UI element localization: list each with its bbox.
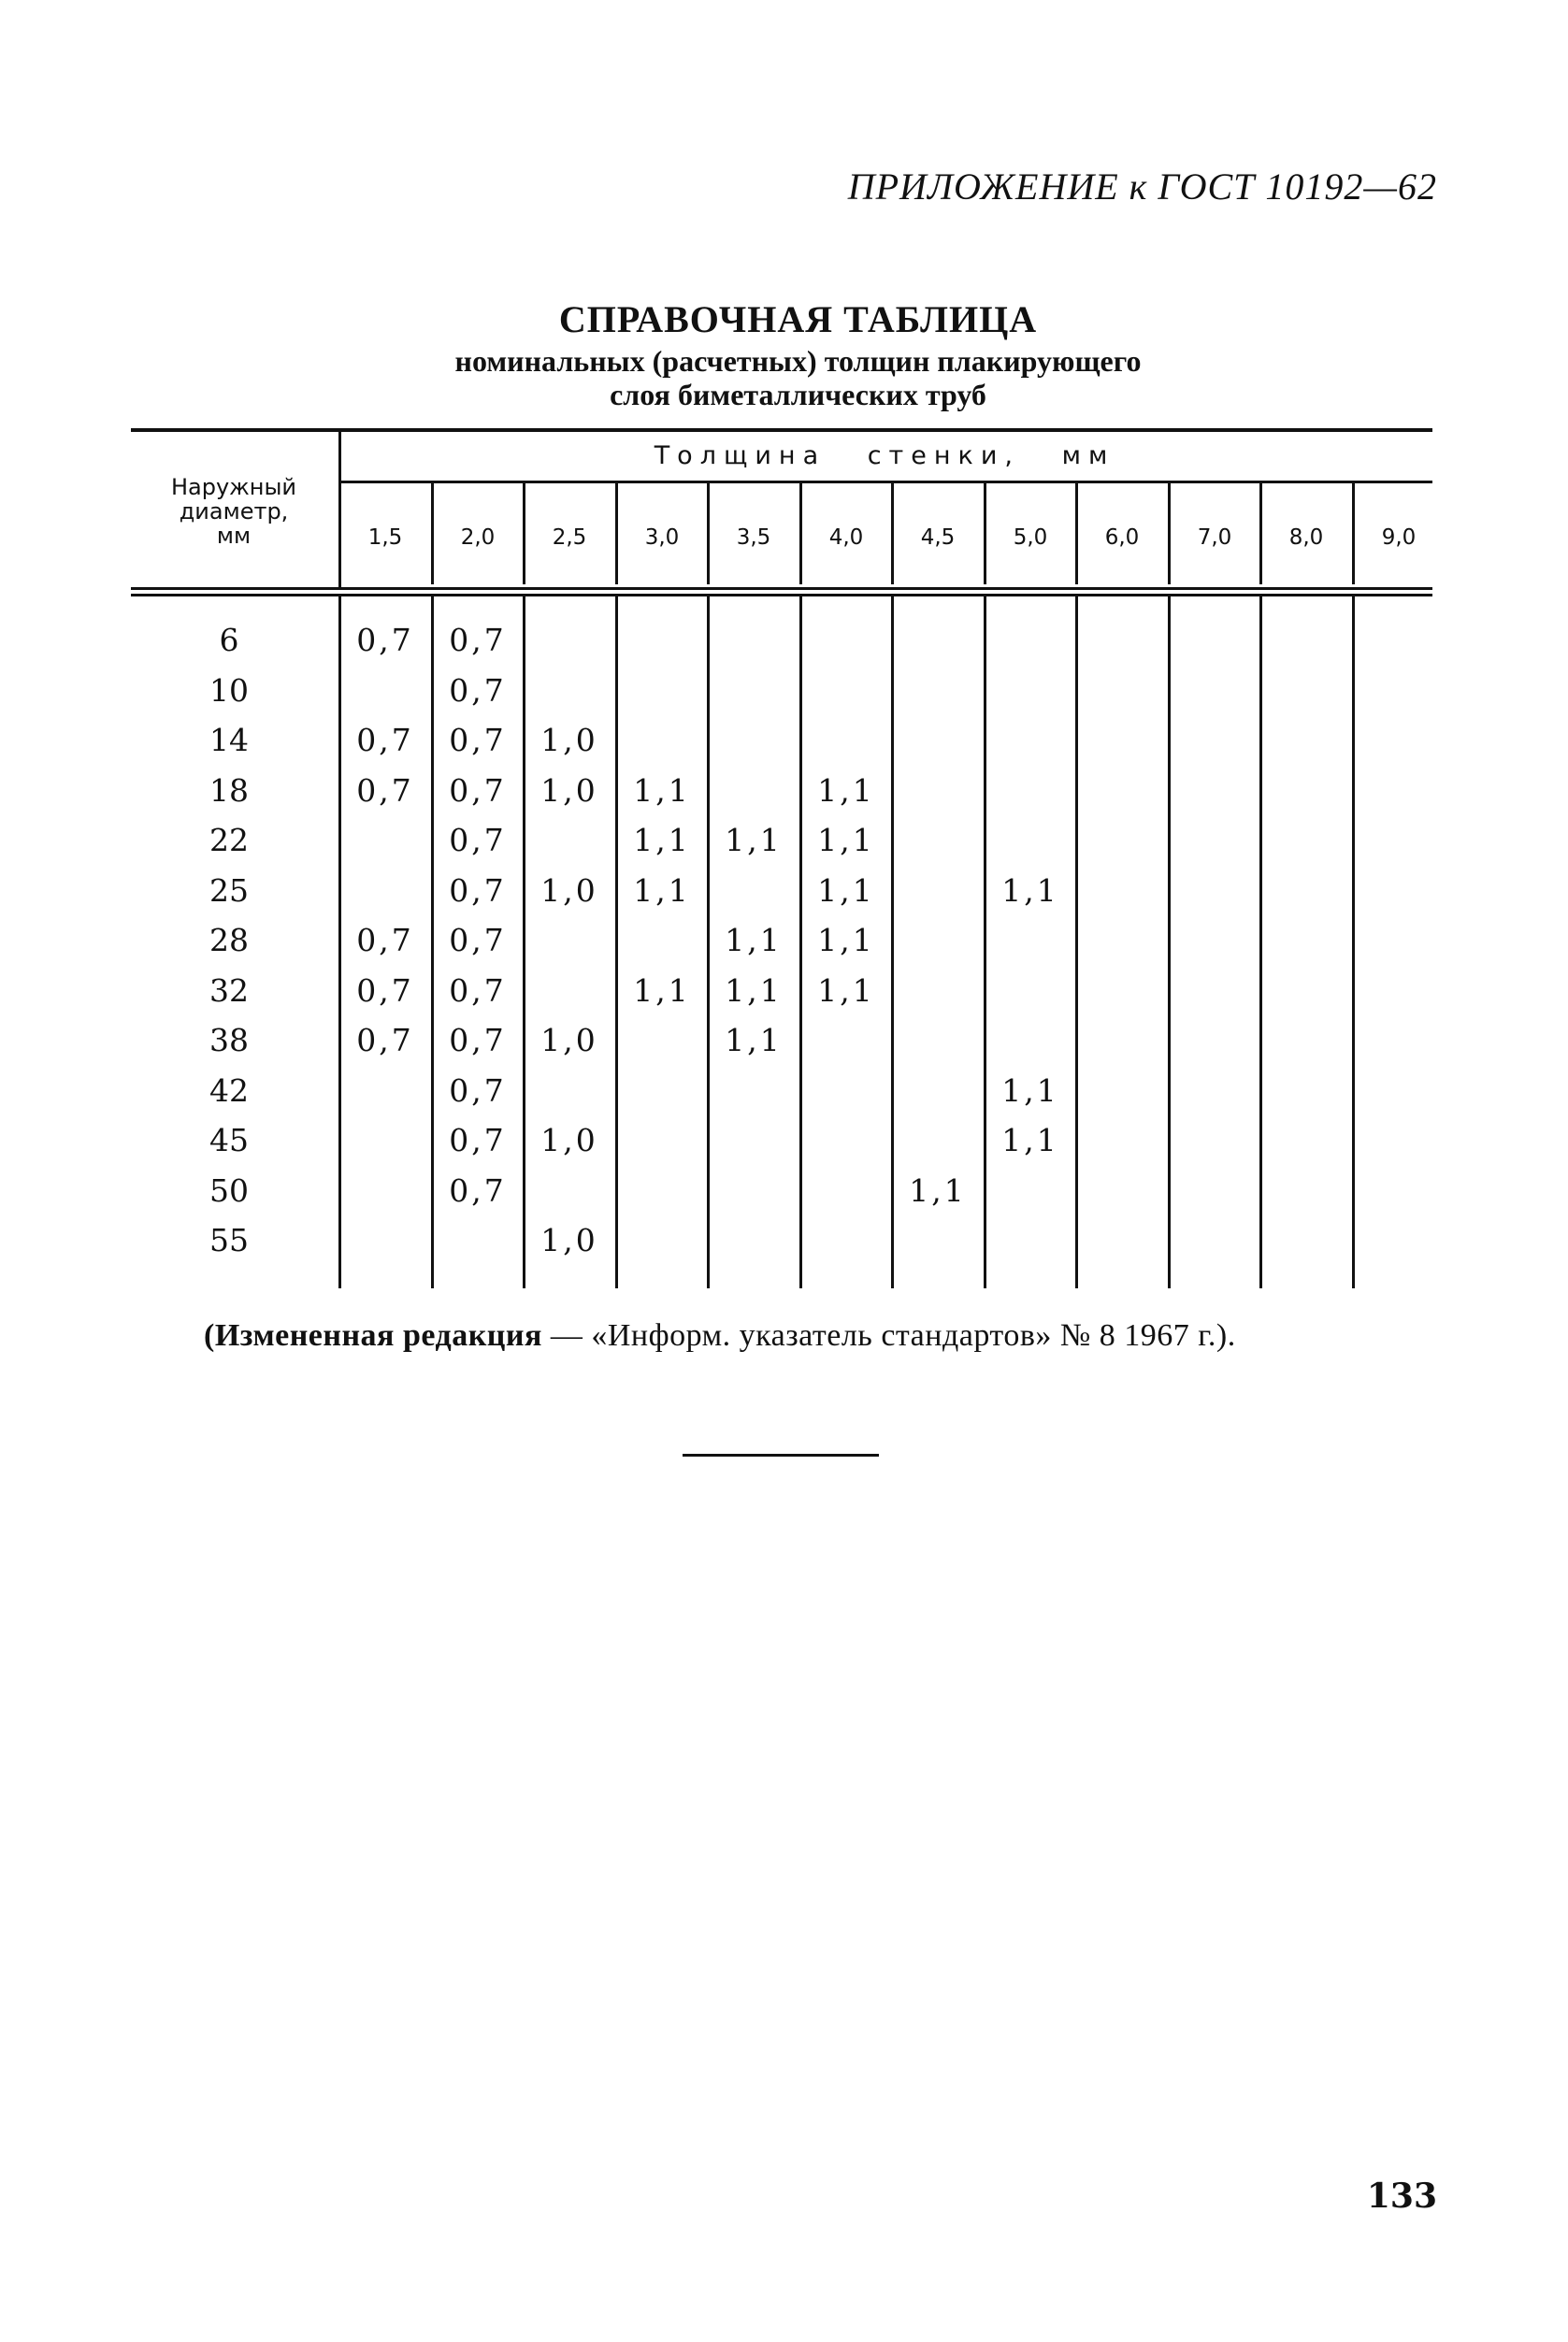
diameter-column-divider: [338, 432, 341, 587]
header-column-divider: [1352, 483, 1355, 584]
thickness-column-header: 6,0: [1104, 525, 1140, 550]
thickness-cell: 1,1: [1001, 872, 1059, 909]
thickness-cell: 0,7: [449, 622, 507, 658]
thickness-cell: 0,7: [356, 922, 414, 958]
thickness-column-header: 5,0: [1013, 525, 1048, 550]
thickness-cell: 1,1: [817, 822, 875, 858]
thickness-cell: 1,1: [1001, 1122, 1059, 1158]
body-column-divider: [523, 596, 525, 1288]
thickness-cell: 0,7: [449, 772, 507, 809]
outer-diameter-value: 55: [209, 1222, 249, 1258]
thickness-cell: 1,0: [540, 1122, 598, 1158]
header-column-divider: [984, 483, 986, 584]
thickness-column-header: 2,5: [552, 525, 587, 550]
thickness-cell: 1,1: [817, 972, 875, 1009]
revision-note-text: — «Информ. указатель стандартов» № 8 1967 г.).: [541, 1318, 1236, 1353]
page-number: 133: [1366, 2177, 1437, 2216]
thickness-cell: 1,1: [725, 822, 783, 858]
thickness-cell: 0,7: [356, 772, 414, 809]
header-column-divider: [615, 483, 618, 584]
thickness-cell: 0,7: [356, 1022, 414, 1058]
table-subtitle-line2: слоя биметаллических труб: [610, 378, 986, 411]
outer-diameter-value: 6: [219, 622, 239, 658]
thickness-column-header: 8,0: [1288, 525, 1324, 550]
thickness-cell: 0,7: [449, 822, 507, 858]
thickness-cell: 1,1: [725, 972, 783, 1009]
thickness-cell: 0,7: [449, 972, 507, 1009]
header-column-divider: [799, 483, 802, 584]
header-column-divider: [523, 483, 525, 584]
header-column-divider: [1075, 483, 1078, 584]
outer-diameter-value: 45: [209, 1122, 249, 1158]
appendix-header: ПРИЛОЖЕНИЕ к ГОСТ 10192—62: [847, 165, 1437, 208]
body-column-divider: [1259, 596, 1262, 1288]
thickness-cell: 0,7: [356, 972, 414, 1009]
thickness-cell: 1,1: [817, 872, 875, 909]
thickness-column-header: 1,5: [367, 525, 403, 550]
thickness-cell: 1,1: [909, 1172, 967, 1209]
outer-diameter-value: 22: [209, 822, 249, 858]
thickness-cell: 1,1: [1001, 1072, 1059, 1109]
header-column-divider: [1259, 483, 1262, 584]
outer-diameter-value: 14: [209, 722, 249, 758]
thickness-cell: 1,1: [633, 772, 691, 809]
thickness-column-header: 2,0: [460, 525, 496, 550]
body-column-divider: [1075, 596, 1078, 1288]
header-column-divider: [431, 483, 434, 584]
thickness-cell: 1,0: [540, 722, 598, 758]
thickness-cell: 0,7: [356, 622, 414, 658]
span-header-rule: [338, 481, 1432, 483]
thickness-cell: 0,7: [449, 1172, 507, 1209]
body-column-divider: [1168, 596, 1171, 1288]
thickness-column-header: 3,0: [644, 525, 680, 550]
thickness-cell: 0,7: [356, 722, 414, 758]
body-column-divider: [1352, 596, 1355, 1288]
thickness-cell: 1,1: [817, 922, 875, 958]
diameter-column-header: Наружный диаметр, мм: [170, 474, 297, 549]
thickness-cell: 0,7: [449, 672, 507, 709]
thickness-cell: 1,1: [633, 972, 691, 1009]
body-column-divider: [984, 596, 986, 1288]
thickness-cell: 1,0: [540, 1222, 598, 1258]
header-column-divider: [891, 483, 894, 584]
table-subtitle-line1: номинальных (расчетных) толщин плакирующего: [454, 344, 1142, 378]
thickness-column-header: 3,5: [736, 525, 771, 550]
outer-diameter-value: 28: [209, 922, 249, 958]
thickness-cell: 1,1: [633, 822, 691, 858]
header-column-divider: [707, 483, 710, 584]
outer-diameter-value: 42: [209, 1072, 249, 1109]
thickness-cell: 0,7: [449, 1072, 507, 1109]
header-column-divider: [1168, 483, 1171, 584]
header-bottom-rule: [131, 587, 1432, 590]
thickness-cell: 1,0: [540, 1022, 598, 1058]
thickness-cell: 1,1: [725, 922, 783, 958]
outer-diameter-value: 38: [209, 1022, 249, 1058]
thickness-cell: 1,0: [540, 772, 598, 809]
wall-thickness-header: Толщина стенки, мм: [654, 441, 1115, 470]
revision-note-bold: (Измененная редакция: [204, 1318, 542, 1353]
header-bottom-rule-2: [131, 594, 1432, 596]
separator-rule: [683, 1454, 879, 1457]
thickness-column-header: 7,0: [1197, 525, 1232, 550]
outer-diameter-value: 50: [209, 1172, 249, 1209]
thickness-column-header: 9,0: [1381, 525, 1417, 550]
table-top-rule: [131, 428, 1432, 432]
outer-diameter-value: 10: [209, 672, 249, 709]
table-title: СПРАВОЧНАЯ ТАБЛИЦА: [558, 298, 1038, 340]
revision-note: [204, 1318, 1236, 1354]
thickness-cell: 0,7: [449, 872, 507, 909]
thickness-cell: 0,7: [449, 1122, 507, 1158]
outer-diameter-value: 18: [209, 772, 249, 809]
outer-diameter-value: 32: [209, 972, 249, 1009]
thickness-column-header: 4,0: [828, 525, 864, 550]
thickness-cell: 1,1: [817, 772, 875, 809]
thickness-cell: 0,7: [449, 922, 507, 958]
outer-diameter-value: 25: [209, 872, 249, 909]
thickness-cell: 0,7: [449, 722, 507, 758]
thickness-cell: 0,7: [449, 1022, 507, 1058]
thickness-cell: 1,1: [725, 1022, 783, 1058]
body-column-divider: [615, 596, 618, 1288]
thickness-cell: 1,0: [540, 872, 598, 909]
thickness-cell: 1,1: [633, 872, 691, 909]
thickness-column-header: 4,5: [920, 525, 956, 550]
